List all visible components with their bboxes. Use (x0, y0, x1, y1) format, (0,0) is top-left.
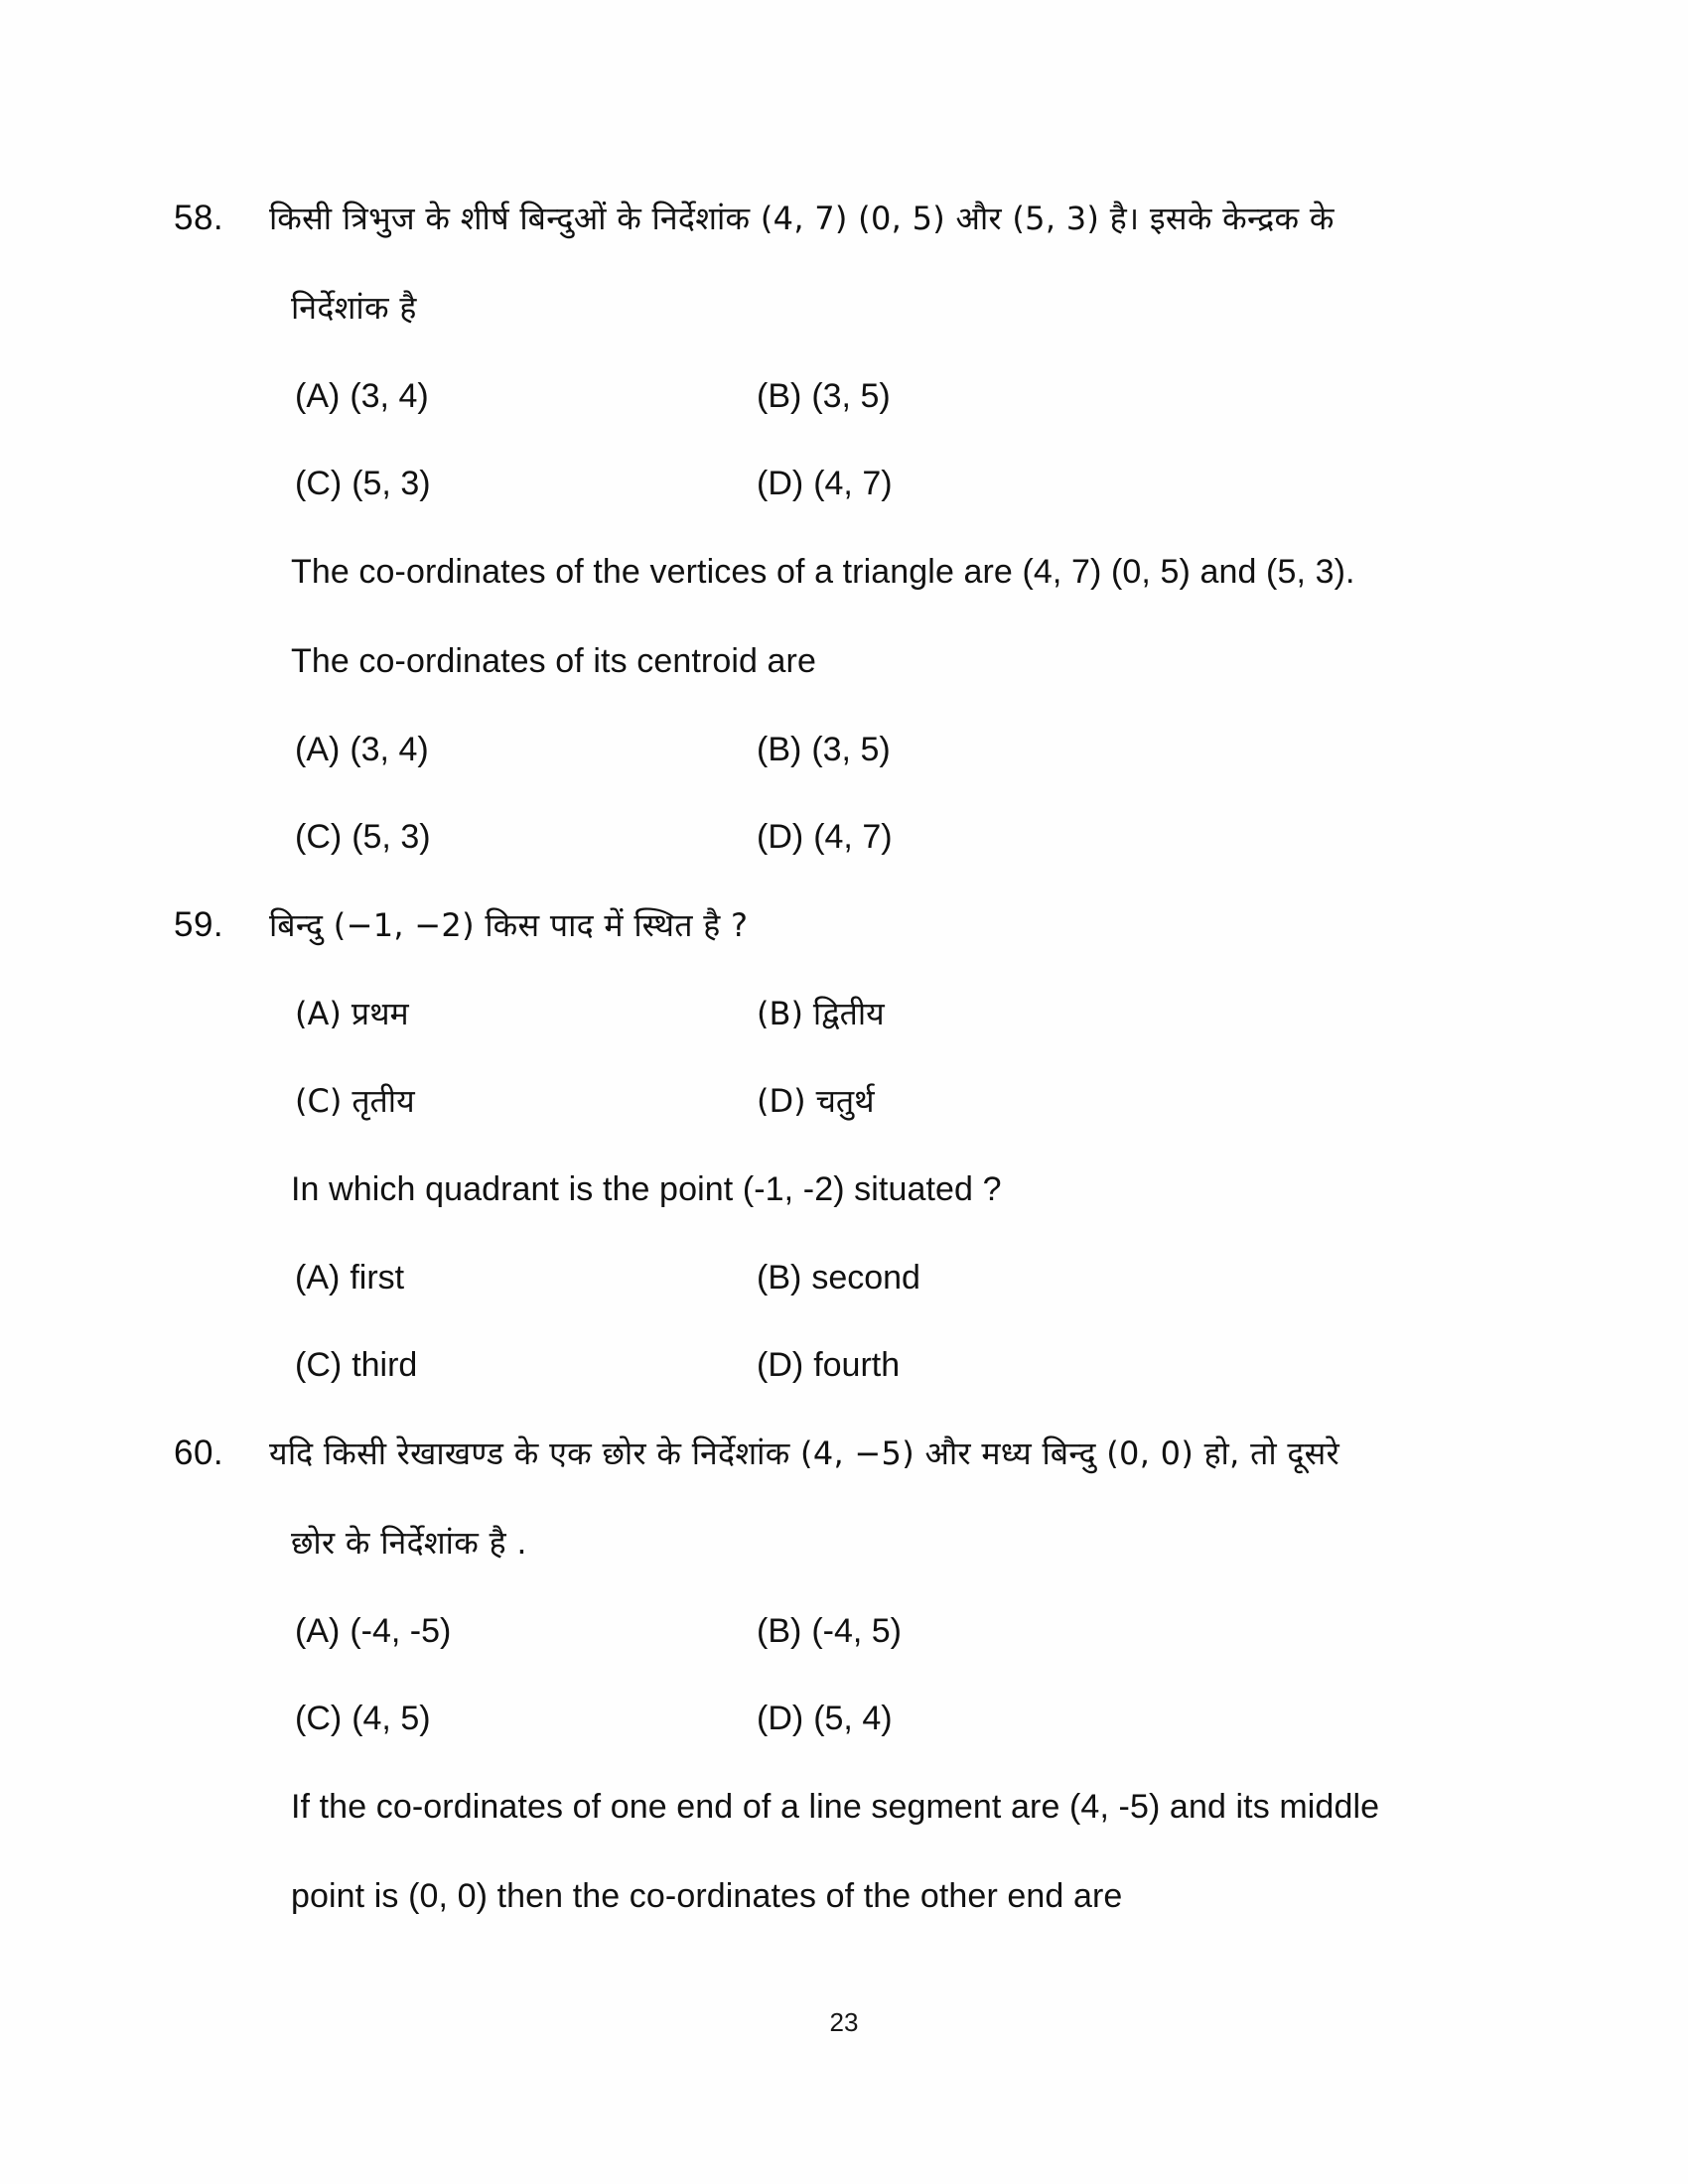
question-59-hindi-option-a[interactable] (295, 970, 757, 1057)
option-key: (A) (295, 995, 342, 1032)
option-text: (-4, -5) (350, 1612, 452, 1650)
option-text: (5, 4) (813, 1700, 893, 1737)
question-59-english-text-1: In which quadrant is the point (-1, -2) situated ? (291, 1170, 1002, 1208)
question-59-english-option-d[interactable] (757, 1321, 1524, 1409)
question-58-english-option-b[interactable] (757, 706, 1524, 793)
option-text: (3, 4) (350, 377, 429, 415)
option-text: (4, 7) (813, 465, 893, 502)
question-60-english-line-1 (269, 1762, 1524, 1851)
question-60-hindi-options-row-1 (269, 1587, 1524, 1675)
option-key: (D) (757, 1082, 806, 1120)
question-59-hindi-text-1: बिन्दु (−1, −2) किस पाद में स्थित है ? (269, 906, 749, 944)
option-text: first (350, 1259, 405, 1297)
option-text: (3, 5) (811, 377, 891, 415)
question-58-english-option-c[interactable] (295, 793, 757, 881)
question-58 (174, 174, 1524, 881)
question-59-hindi-option-d[interactable] (757, 1057, 1524, 1145)
option-text: third (352, 1346, 418, 1384)
option-key: (C) (295, 1082, 343, 1120)
option-key: (A) (295, 1259, 341, 1297)
question-58-english-line-1 (269, 527, 1524, 616)
question-60-hindi-line-1 (269, 1409, 1524, 1498)
option-key: (C) (295, 818, 343, 856)
question-59-english-option-a[interactable] (295, 1234, 757, 1321)
question-59-hindi-option-c[interactable] (295, 1057, 757, 1145)
option-key: (B) (757, 1612, 802, 1650)
option-key: (A) (295, 377, 341, 415)
question-58-hindi-option-a[interactable] (295, 352, 757, 440)
question-59-number: 59. (174, 905, 224, 944)
option-key: (B) (757, 1259, 802, 1297)
option-text: (3, 4) (350, 731, 429, 768)
question-60-english-text-2: point is (0, 0) then the co-ordinates of the other end are (291, 1877, 1123, 1915)
question-60-hindi-option-b[interactable] (757, 1587, 1524, 1675)
question-60-hindi-option-d[interactable] (757, 1675, 1524, 1762)
question-58-english-text-1: The co-ordinates of the vertices of a triangle are (4, 7) (0, 5) and (5, 3). (291, 553, 1355, 591)
question-58-number: 58. (174, 199, 224, 237)
question-59-english-options-row-2 (269, 1321, 1524, 1409)
question-58-english-text-2: The co-ordinates of its centroid are (291, 642, 816, 680)
option-key: (A) (295, 731, 341, 768)
question-59-english-option-c[interactable] (295, 1321, 757, 1409)
question-60-hindi-options-row-2 (269, 1675, 1524, 1762)
question-59-hindi-options-row-2 (269, 1057, 1524, 1145)
question-59-hindi-option-b[interactable] (757, 970, 1524, 1057)
question-58-hindi-options-row-2 (269, 440, 1524, 527)
option-text: (-4, 5) (811, 1612, 903, 1650)
option-key: (D) (757, 465, 804, 502)
option-key: (C) (295, 1346, 343, 1384)
question-58-hindi-options-row-1 (269, 352, 1524, 440)
question-58-hindi-line-2 (269, 263, 1524, 352)
question-60 (174, 1409, 1524, 1941)
option-key: (C) (295, 465, 343, 502)
option-text: चतुर्थ (815, 1082, 875, 1120)
question-60-english-text-1: If the co-ordinates of one end of a line segment are (4, -5) and its middle (291, 1788, 1380, 1826)
option-text: (3, 5) (811, 731, 891, 768)
question-59-hindi-line-1 (269, 881, 1524, 970)
option-text: (4, 5) (352, 1700, 431, 1737)
option-text: द्वितीय (812, 995, 885, 1032)
option-key: (C) (295, 1700, 343, 1737)
question-60-hindi-text-1: यदि किसी रेखाखण्ड के एक छोर के निर्देशांक (4, −5) और मध्य बिन्दु (0, 0) हो, तो दूसरे (269, 1434, 1340, 1472)
question-58-hindi-text-2: निर्देशांक है (291, 289, 417, 327)
question-58-english-line-2 (269, 616, 1524, 706)
question-59-english-line-1 (269, 1145, 1524, 1234)
question-59 (174, 881, 1524, 1409)
option-key: (D) (757, 818, 804, 856)
option-text: तृतीय (352, 1082, 415, 1120)
question-60-english-line-2 (269, 1851, 1524, 1941)
question-60-hindi-option-a[interactable] (295, 1587, 757, 1675)
question-58-english-options-row-1 (269, 706, 1524, 793)
question-58-english-option-d[interactable] (757, 793, 1524, 881)
question-58-english-options-row-2 (269, 793, 1524, 881)
question-59-english-options-row-1 (269, 1234, 1524, 1321)
question-58-hindi-text-1: किसी त्रिभुज के शीर्ष बिन्दुओं के निर्देशांक (4, 7) (0, 5) और (5, 3) है। इसके केन्द्रक के (269, 200, 1335, 237)
option-key: (D) (757, 1346, 804, 1384)
option-text: प्रथम (351, 995, 409, 1032)
question-58-hindi-option-b[interactable] (757, 352, 1524, 440)
question-60-hindi-line-2 (269, 1498, 1524, 1587)
option-key: (B) (757, 995, 803, 1032)
option-key: (B) (757, 377, 802, 415)
page-number: 23 (829, 2007, 859, 2037)
question-58-hindi-option-d[interactable] (757, 440, 1524, 527)
question-60-hindi-option-c[interactable] (295, 1675, 757, 1762)
option-text: second (811, 1259, 920, 1297)
option-text: (4, 7) (813, 818, 893, 856)
option-key: (A) (295, 1612, 341, 1650)
question-59-english-option-b[interactable] (757, 1234, 1524, 1321)
question-60-number: 60. (174, 1433, 224, 1472)
option-text: (5, 3) (352, 465, 431, 502)
option-text: (5, 3) (352, 818, 431, 856)
option-key: (D) (757, 1700, 804, 1737)
question-59-hindi-options-row-1 (269, 970, 1524, 1057)
question-58-hindi-line-1 (269, 174, 1518, 263)
option-text: fourth (813, 1346, 901, 1384)
option-key: (B) (757, 731, 802, 768)
question-58-hindi-option-c[interactable] (295, 440, 757, 527)
question-58-english-option-a[interactable] (295, 706, 757, 793)
question-60-hindi-text-2: छोर के निर्देशांक है . (291, 1524, 527, 1562)
